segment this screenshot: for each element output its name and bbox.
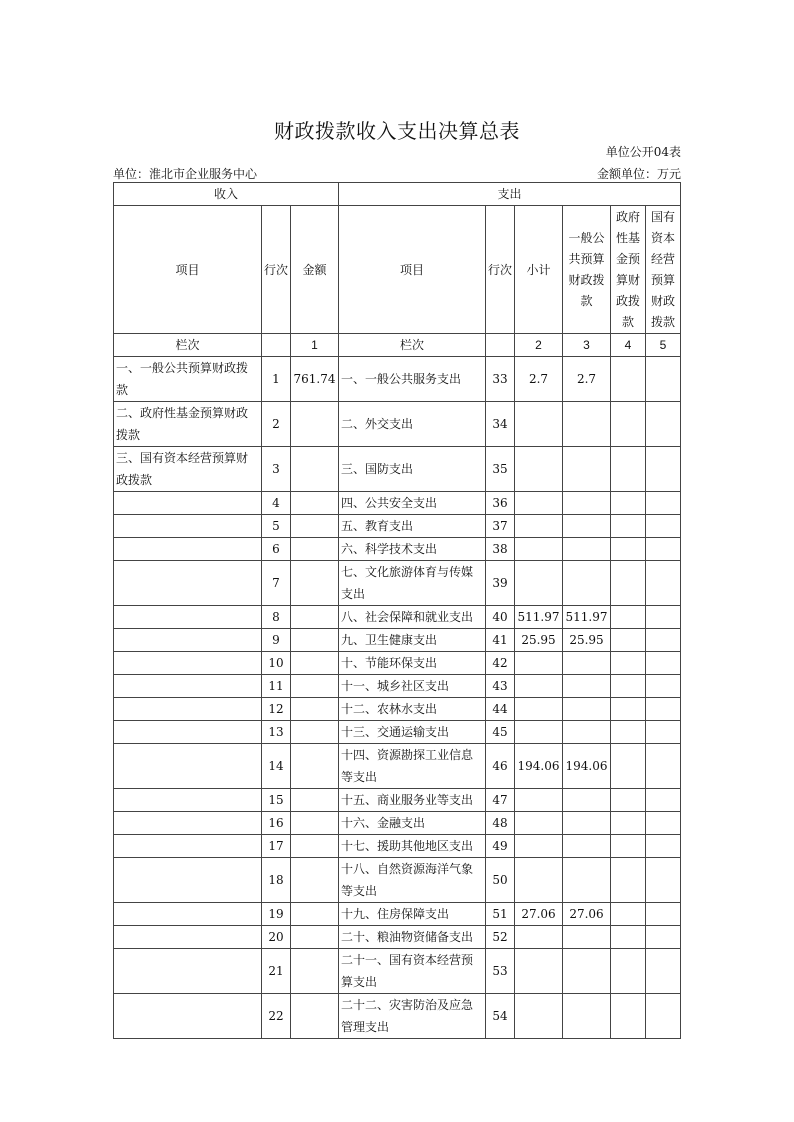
expense-row-cell: 49 [486, 835, 515, 858]
state-capital-cell [646, 538, 681, 561]
income-item-cell [114, 538, 262, 561]
expense-item-cell: 十六、金融支出 [339, 812, 486, 835]
budget-table [113, 182, 681, 1039]
income-row-cell: 1 [262, 357, 291, 402]
income-item-cell [114, 492, 262, 515]
fund-budget-cell [611, 812, 646, 835]
general-budget-cell: 27.06 [563, 903, 611, 926]
col-index-1: 1 [291, 334, 339, 357]
income-item-cell [114, 652, 262, 675]
col-label-right: 栏次 [339, 334, 486, 357]
expense-row-cell: 39 [486, 561, 515, 606]
income-amount-cell: 761.74 [291, 357, 339, 402]
state-capital-cell [646, 357, 681, 402]
general-budget-cell: 2.7 [563, 357, 611, 402]
subtotal-cell: 2.7 [515, 357, 563, 402]
general-budget-cell [563, 926, 611, 949]
income-item-cell [114, 926, 262, 949]
income-row-cell: 5 [262, 515, 291, 538]
income-section-header: 收入 [114, 183, 339, 206]
income-amount-cell [291, 789, 339, 812]
state-capital-cell [646, 812, 681, 835]
expense-row-cell: 42 [486, 652, 515, 675]
state-capital-cell [646, 698, 681, 721]
col-index-2: 2 [515, 334, 563, 357]
unit-label: 单位：淮北市企业服务中心 [113, 167, 258, 181]
fund-budget-cell [611, 994, 646, 1039]
general-budget-cell [563, 949, 611, 994]
fund-budget-header: 政府性基金预算财政拨款 [611, 206, 646, 334]
general-budget-cell [563, 721, 611, 744]
table-row [114, 744, 681, 789]
expense-row-cell: 38 [486, 538, 515, 561]
expense-row-cell: 41 [486, 629, 515, 652]
expense-item-cell: 二十一、国有资本经营预算支出 [339, 949, 486, 994]
subtotal-cell [515, 789, 563, 812]
table-row [114, 721, 681, 744]
income-row-cell: 22 [262, 994, 291, 1039]
income-row-cell: 18 [262, 858, 291, 903]
fund-budget-cell [611, 675, 646, 698]
income-row-cell: 4 [262, 492, 291, 515]
income-item-cell [114, 949, 262, 994]
state-capital-cell [646, 515, 681, 538]
state-capital-cell [646, 629, 681, 652]
income-item-cell [114, 994, 262, 1039]
expense-row-cell: 36 [486, 492, 515, 515]
income-amount-cell [291, 515, 339, 538]
general-budget-cell [563, 652, 611, 675]
income-amount-cell [291, 903, 339, 926]
expense-row-cell: 34 [486, 402, 515, 447]
general-budget-cell [563, 561, 611, 606]
subtotal-cell [515, 926, 563, 949]
expense-row-cell: 45 [486, 721, 515, 744]
general-budget-cell: 194.06 [563, 744, 611, 789]
expense-row-cell: 53 [486, 949, 515, 994]
expense-item-cell: 一、一般公共服务支出 [339, 357, 486, 402]
income-amount-cell [291, 835, 339, 858]
income-item-cell [114, 812, 262, 835]
income-amount-cell [291, 675, 339, 698]
income-row-cell: 6 [262, 538, 291, 561]
form-number: 单位公开04表 [605, 145, 681, 159]
general-budget-cell [563, 447, 611, 492]
expense-row-cell: 43 [486, 675, 515, 698]
income-amount-cell [291, 812, 339, 835]
expense-row-cell: 46 [486, 744, 515, 789]
general-budget-cell: 511.97 [563, 606, 611, 629]
general-budget-cell [563, 492, 611, 515]
state-capital-cell [646, 606, 681, 629]
general-budget-cell [563, 538, 611, 561]
subtotal-cell [515, 721, 563, 744]
fund-budget-cell [611, 606, 646, 629]
col-index-3: 3 [563, 334, 611, 357]
income-item-cell [114, 561, 262, 606]
table-row [114, 835, 681, 858]
income-amount-cell [291, 926, 339, 949]
income-row-cell: 15 [262, 789, 291, 812]
expense-row-cell: 40 [486, 606, 515, 629]
state-capital-cell [646, 926, 681, 949]
fund-budget-cell [611, 402, 646, 447]
income-row-cell: 16 [262, 812, 291, 835]
income-row-cell: 11 [262, 675, 291, 698]
income-item-cell [114, 515, 262, 538]
subtotal-cell [515, 402, 563, 447]
income-row-header: 行次 [262, 206, 291, 334]
table-row [114, 515, 681, 538]
general-budget-cell [563, 698, 611, 721]
general-budget-cell [563, 789, 611, 812]
income-amount-cell [291, 538, 339, 561]
income-amount-cell [291, 606, 339, 629]
subtotal-cell [515, 812, 563, 835]
table-row [114, 698, 681, 721]
state-capital-cell [646, 721, 681, 744]
table-row [114, 561, 681, 606]
table-row [114, 492, 681, 515]
income-amount-cell [291, 402, 339, 447]
general-budget-cell [563, 675, 611, 698]
expense-item-cell: 五、教育支出 [339, 515, 486, 538]
col-label-left: 栏次 [114, 334, 262, 357]
expense-row-cell: 50 [486, 858, 515, 903]
income-amount-cell [291, 949, 339, 994]
general-budget-cell: 25.95 [563, 629, 611, 652]
subtotal-cell [515, 698, 563, 721]
income-row-cell: 2 [262, 402, 291, 447]
expense-item-cell: 二、外交支出 [339, 402, 486, 447]
expense-row-cell: 47 [486, 789, 515, 812]
state-capital-cell [646, 994, 681, 1039]
income-amount-cell [291, 858, 339, 903]
expense-item-cell: 十七、援助其他地区支出 [339, 835, 486, 858]
income-item-cell [114, 903, 262, 926]
page-title: 财政拨款收入支出决算总表 [274, 119, 520, 143]
subtotal-cell [515, 447, 563, 492]
income-row-cell: 10 [262, 652, 291, 675]
subtotal-cell [515, 949, 563, 994]
income-row-cell: 20 [262, 926, 291, 949]
income-item-cell [114, 835, 262, 858]
fund-budget-cell [611, 949, 646, 994]
income-amount-cell [291, 561, 339, 606]
general-budget-header: 一般公共预算财政拨款 [563, 206, 611, 334]
income-row-cell: 9 [262, 629, 291, 652]
table-row [114, 812, 681, 835]
fund-budget-cell [611, 858, 646, 903]
table-row [114, 858, 681, 903]
expense-item-cell: 十八、自然资源海洋气象等支出 [339, 858, 486, 903]
table-row [114, 949, 681, 994]
state-capital-cell [646, 447, 681, 492]
subtotal-cell [515, 492, 563, 515]
fund-budget-cell [611, 561, 646, 606]
table-row [114, 402, 681, 447]
general-budget-cell [563, 994, 611, 1039]
general-budget-cell [563, 858, 611, 903]
subtotal-cell [515, 538, 563, 561]
table-row [114, 606, 681, 629]
column-index-row [114, 334, 681, 357]
income-item-cell: 二、政府性基金预算财政拨款 [114, 402, 262, 447]
fund-budget-cell [611, 357, 646, 402]
subtotal-cell: 511.97 [515, 606, 563, 629]
general-budget-cell [563, 812, 611, 835]
state-capital-cell [646, 675, 681, 698]
subtotal-cell [515, 994, 563, 1039]
expense-item-cell: 十五、商业服务业等支出 [339, 789, 486, 812]
expense-row-cell: 33 [486, 357, 515, 402]
expense-item-cell: 二十二、灾害防治及应急管理支出 [339, 994, 486, 1039]
fund-budget-cell [611, 789, 646, 812]
income-row-cell: 3 [262, 447, 291, 492]
fund-budget-cell [611, 538, 646, 561]
state-capital-cell [646, 949, 681, 994]
income-item-cell [114, 629, 262, 652]
money-unit-label: 金额单位：万元 [596, 167, 681, 181]
income-item-cell [114, 698, 262, 721]
fund-budget-cell [611, 721, 646, 744]
subtotal-cell [515, 675, 563, 698]
income-item-cell [114, 675, 262, 698]
fund-budget-cell [611, 698, 646, 721]
expense-item-cell: 十、节能环保支出 [339, 652, 486, 675]
state-capital-cell [646, 858, 681, 903]
income-row-cell: 19 [262, 903, 291, 926]
table-row [114, 994, 681, 1039]
income-amount-cell [291, 994, 339, 1039]
fund-budget-cell [611, 744, 646, 789]
state-capital-cell [646, 903, 681, 926]
fund-budget-cell [611, 835, 646, 858]
table-row [114, 629, 681, 652]
subtotal-cell [515, 835, 563, 858]
income-row-cell: 14 [262, 744, 291, 789]
table-row [114, 447, 681, 492]
column-header-row [114, 206, 681, 334]
subtotal-cell [515, 561, 563, 606]
subtotal-header: 小计 [515, 206, 563, 334]
fund-budget-cell [611, 492, 646, 515]
expense-item-cell: 三、国防支出 [339, 447, 486, 492]
income-item-cell: 三、国有资本经营预算财政拨款 [114, 447, 262, 492]
expense-row-cell: 37 [486, 515, 515, 538]
income-amount-header: 金额 [291, 206, 339, 334]
income-row-cell: 17 [262, 835, 291, 858]
fund-budget-cell [611, 515, 646, 538]
income-item-cell [114, 858, 262, 903]
state-capital-cell [646, 561, 681, 606]
col-index-4: 4 [611, 334, 646, 357]
state-capital-cell [646, 402, 681, 447]
income-amount-cell [291, 744, 339, 789]
state-capital-header: 国有资本经营预算财政拨款 [646, 206, 681, 334]
state-capital-cell [646, 652, 681, 675]
income-row-cell: 21 [262, 949, 291, 994]
expense-row-cell: 51 [486, 903, 515, 926]
income-amount-cell [291, 721, 339, 744]
expense-row-cell: 35 [486, 447, 515, 492]
section-header-row [114, 183, 681, 206]
subtotal-cell: 25.95 [515, 629, 563, 652]
income-row-cell: 12 [262, 698, 291, 721]
general-budget-cell [563, 402, 611, 447]
state-capital-cell [646, 789, 681, 812]
income-amount-cell [291, 629, 339, 652]
expense-item-cell: 十九、住房保障支出 [339, 903, 486, 926]
income-item-cell [114, 789, 262, 812]
state-capital-cell [646, 835, 681, 858]
fund-budget-cell [611, 926, 646, 949]
col-index-5: 5 [646, 334, 681, 357]
general-budget-cell [563, 515, 611, 538]
state-capital-cell [646, 744, 681, 789]
expense-item-header: 项目 [339, 206, 486, 334]
expense-item-cell: 四、公共安全支出 [339, 492, 486, 515]
expense-item-cell: 七、文化旅游体育与传媒支出 [339, 561, 486, 606]
subtotal-cell: 27.06 [515, 903, 563, 926]
income-row-cell: 7 [262, 561, 291, 606]
table-row [114, 538, 681, 561]
income-amount-cell [291, 652, 339, 675]
expense-item-cell: 九、卫生健康支出 [339, 629, 486, 652]
income-item-cell [114, 721, 262, 744]
subtotal-cell [515, 652, 563, 675]
expense-item-cell: 六、科学技术支出 [339, 538, 486, 561]
fund-budget-cell [611, 629, 646, 652]
table-row [114, 903, 681, 926]
income-row-cell: 13 [262, 721, 291, 744]
income-item-header: 项目 [114, 206, 262, 334]
income-amount-cell [291, 447, 339, 492]
expense-item-cell: 二十、粮油物资储备支出 [339, 926, 486, 949]
expense-item-cell: 十二、农林水支出 [339, 698, 486, 721]
fund-budget-cell [611, 447, 646, 492]
income-row-cell: 8 [262, 606, 291, 629]
expense-item-cell: 十一、城乡社区支出 [339, 675, 486, 698]
income-item-cell: 一、一般公共预算财政拨款 [114, 357, 262, 402]
table-row [114, 652, 681, 675]
expense-row-cell: 54 [486, 994, 515, 1039]
expense-row-header: 行次 [486, 206, 515, 334]
expense-row-cell: 48 [486, 812, 515, 835]
table-row [114, 789, 681, 812]
subtotal-cell: 194.06 [515, 744, 563, 789]
table-row [114, 926, 681, 949]
fund-budget-cell [611, 652, 646, 675]
table-row [114, 357, 681, 402]
expense-item-cell: 十三、交通运输支出 [339, 721, 486, 744]
expense-item-cell: 十四、资源勘探工业信息等支出 [339, 744, 486, 789]
general-budget-cell [563, 835, 611, 858]
income-amount-cell [291, 492, 339, 515]
expense-row-cell: 52 [486, 926, 515, 949]
expense-row-cell: 44 [486, 698, 515, 721]
expense-item-cell: 八、社会保障和就业支出 [339, 606, 486, 629]
state-capital-cell [646, 492, 681, 515]
income-item-cell [114, 606, 262, 629]
income-amount-cell [291, 698, 339, 721]
expense-section-header: 支出 [339, 183, 681, 206]
fund-budget-cell [611, 903, 646, 926]
subtotal-cell [515, 858, 563, 903]
income-item-cell [114, 744, 262, 789]
subtotal-cell [515, 515, 563, 538]
table-row [114, 675, 681, 698]
